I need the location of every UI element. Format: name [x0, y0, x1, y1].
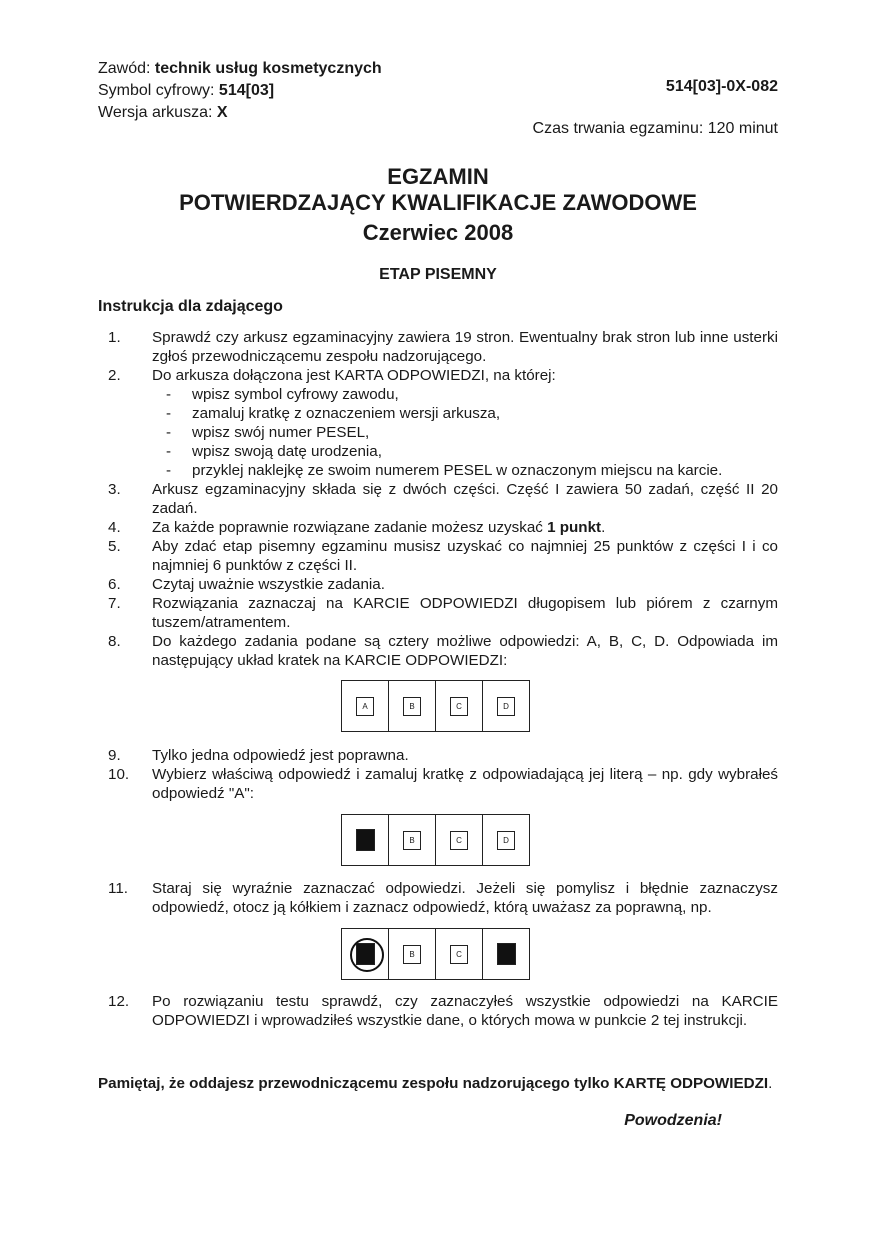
- answer-cell-a: [342, 815, 389, 865]
- item-number: 4.: [108, 519, 121, 536]
- answer-cell-a: [342, 929, 389, 979]
- instruction-item-4: [108, 518, 778, 537]
- item-text: Rozwiązania zaznaczaj na KARCIE ODPOWIEDZI długopisem lub piórem z czarnym tuszem/atramentem.: [152, 595, 778, 631]
- subitem-text: przyklej naklejkę ze swoim numerem PESEL w oznaczonym miejscu na karcie.: [192, 462, 723, 479]
- subitem-text: wpisz swój numer PESEL,: [192, 424, 370, 441]
- item-text: Arkusz egzaminacyjny składa się z dwóch części. Część I zawiera 50 zadań, część II 20 zadań.: [152, 481, 778, 517]
- item-number: 2.: [108, 367, 121, 384]
- subitem-4: [166, 442, 382, 461]
- item-number: 8.: [108, 633, 121, 650]
- item-number: 11.: [108, 880, 128, 897]
- subitem-text: wpisz symbol cyfrowy zawodu,: [192, 386, 399, 403]
- item-text: Sprawdź czy arkusz egzaminacyjny zawiera 19 stron. Ewentualny brak stron lub inne usterki zgłoś przewodniczącemu zespołu nadzorującego.: [152, 329, 778, 365]
- answer-box-b: B: [403, 831, 421, 850]
- version-label: Wersja arkusza:: [98, 104, 213, 121]
- item-text: Staraj się wyraźnie zaznaczać odpowiedzi. Jeżeli się pomylisz i błędnie zaznaczysz odpowiedź, otocz ją kółkiem i zaznacz odpowiedź, którą uważasz za poprawną, np.: [152, 880, 778, 916]
- answer-cell-d: [483, 929, 529, 979]
- subitem-2: [166, 404, 500, 423]
- answer-box-d: D: [497, 697, 515, 716]
- item-text-part: .: [601, 519, 606, 536]
- subitem-5: [166, 461, 722, 480]
- item-text-part: Za każde poprawnie rozwiązane zadanie możesz uzyskać: [152, 519, 548, 536]
- item-text: [152, 518, 778, 537]
- instruction-item-2: [108, 366, 778, 385]
- instruction-item-3: [108, 480, 778, 518]
- item-text: Aby zdać etap pisemny egzaminu musisz uzyskać co najmniej 25 punktów z części I i co najmniej 6 punktów z części II.: [152, 538, 778, 574]
- answer-cell-d: [483, 815, 529, 865]
- profession-value: technik usług kosmetycznych: [154, 60, 382, 77]
- item-text-bold: 1 punkt: [547, 519, 602, 536]
- answer-cell-d: [483, 681, 529, 731]
- answer-box-b: B: [403, 945, 421, 964]
- profession-label: Zawód:: [98, 60, 151, 77]
- title-line-1: EGZAMIN: [387, 164, 489, 189]
- symbol-line: [98, 82, 274, 100]
- answer-box-c: C: [450, 831, 468, 850]
- answer-box-b: B: [403, 697, 421, 716]
- answer-cell-b: [389, 815, 436, 865]
- instruction-item-12: [108, 992, 778, 1030]
- answer-grid-marked: [341, 814, 530, 866]
- answer-box-a: A: [356, 697, 374, 716]
- answer-grid-example: [341, 680, 530, 732]
- reminder-period: .: [768, 1075, 773, 1092]
- dash: -: [166, 443, 172, 460]
- instruction-item-9: [108, 746, 778, 765]
- answer-grid-corrected: [341, 928, 530, 980]
- instruction-item-6: [108, 575, 778, 594]
- item-number: 1.: [108, 329, 121, 346]
- dash: -: [166, 462, 172, 479]
- answer-cell-a: [342, 681, 389, 731]
- answer-cell-b: [389, 681, 436, 731]
- answer-cell-b: [389, 929, 436, 979]
- item-number: 12.: [108, 993, 130, 1010]
- profession-line: [98, 60, 382, 78]
- instruction-item-11: [108, 879, 778, 917]
- dash: -: [166, 386, 172, 403]
- answer-cell-c: [436, 681, 483, 731]
- item-number: 9.: [108, 747, 121, 764]
- item-number: 7.: [108, 595, 121, 612]
- item-text: Do każdego zadania podane są cztery możliwe odpowiedzi: A, B, C, D. Odpowiada im następujący układ kratek na KARCIE ODPOWIEDZI:: [152, 633, 778, 669]
- item-text: Czytaj uważnie wszystkie zadania.: [152, 576, 385, 593]
- answer-box-d-filled: [497, 943, 516, 965]
- title-line-3: Czerwiec 2008: [362, 220, 514, 245]
- exam-code: 514[03]-0X-082: [665, 78, 778, 95]
- stage-title: ETAP PISEMNY: [379, 266, 497, 283]
- answer-cell-c: [436, 929, 483, 979]
- title-line-2: POTWIERDZAJĄCY KWALIFIKACJE ZAWODOWE: [179, 190, 697, 215]
- instruction-item-8: [108, 632, 778, 670]
- subitem-text: zamaluj kratkę z oznaczeniem wersji arkusza,: [192, 405, 501, 422]
- subitem-3: [166, 423, 369, 442]
- answer-box-d: D: [497, 831, 515, 850]
- item-number: 6.: [108, 576, 121, 593]
- answer-cell-c: [436, 815, 483, 865]
- version-value: X: [216, 104, 228, 121]
- item-number: 10.: [108, 766, 130, 783]
- item-number: 3.: [108, 481, 121, 498]
- instructions-heading: Instrukcja dla zdającego: [98, 298, 283, 315]
- dash: -: [166, 405, 172, 422]
- subitem-text: wpisz swoją datę urodzenia,: [192, 443, 382, 460]
- dash: -: [166, 424, 172, 441]
- instruction-item-10: [108, 765, 778, 803]
- item-text: Do arkusza dołączona jest KARTA ODPOWIEDZI, na której:: [152, 367, 556, 384]
- item-number: 5.: [108, 538, 121, 555]
- item-text: Wybierz właściwą odpowiedź i zamaluj kratkę z odpowiadającą jej literą – np. gdy wybrałeś odpowiedź "A":: [152, 766, 778, 802]
- instruction-item-7: [108, 594, 778, 632]
- answer-box-a-circled: [356, 943, 375, 965]
- answer-box-c: C: [450, 945, 468, 964]
- version-line: [98, 104, 228, 122]
- good-luck-text: Powodzenia!: [624, 1112, 722, 1129]
- instruction-item-5: [108, 537, 778, 575]
- answer-box-c: C: [450, 697, 468, 716]
- reminder-text: [98, 1074, 778, 1093]
- exam-duration: Czas trwania egzaminu: 120 minut: [532, 120, 778, 137]
- item-text: Tylko jedna odpowiedź jest poprawna.: [152, 747, 409, 764]
- symbol-label: Symbol cyfrowy:: [98, 82, 215, 99]
- symbol-value: 514[03]: [218, 82, 275, 99]
- reminder-bold: Pamiętaj, że oddajesz przewodniczącemu zespołu nadzorującego tylko KARTĘ ODPOWIEDZI: [98, 1075, 769, 1092]
- item-text: Po rozwiązaniu testu sprawdź, czy zaznaczyłeś wszystkie odpowiedzi na KARCIE ODPOWIEDZI i wprowadziłeś wszystkie dane, o których mowa w punkcie 2 tej instrukcji.: [152, 993, 778, 1029]
- instruction-item-1: [108, 328, 778, 366]
- subitem-1: [166, 385, 399, 404]
- answer-box-a-filled: [356, 829, 375, 851]
